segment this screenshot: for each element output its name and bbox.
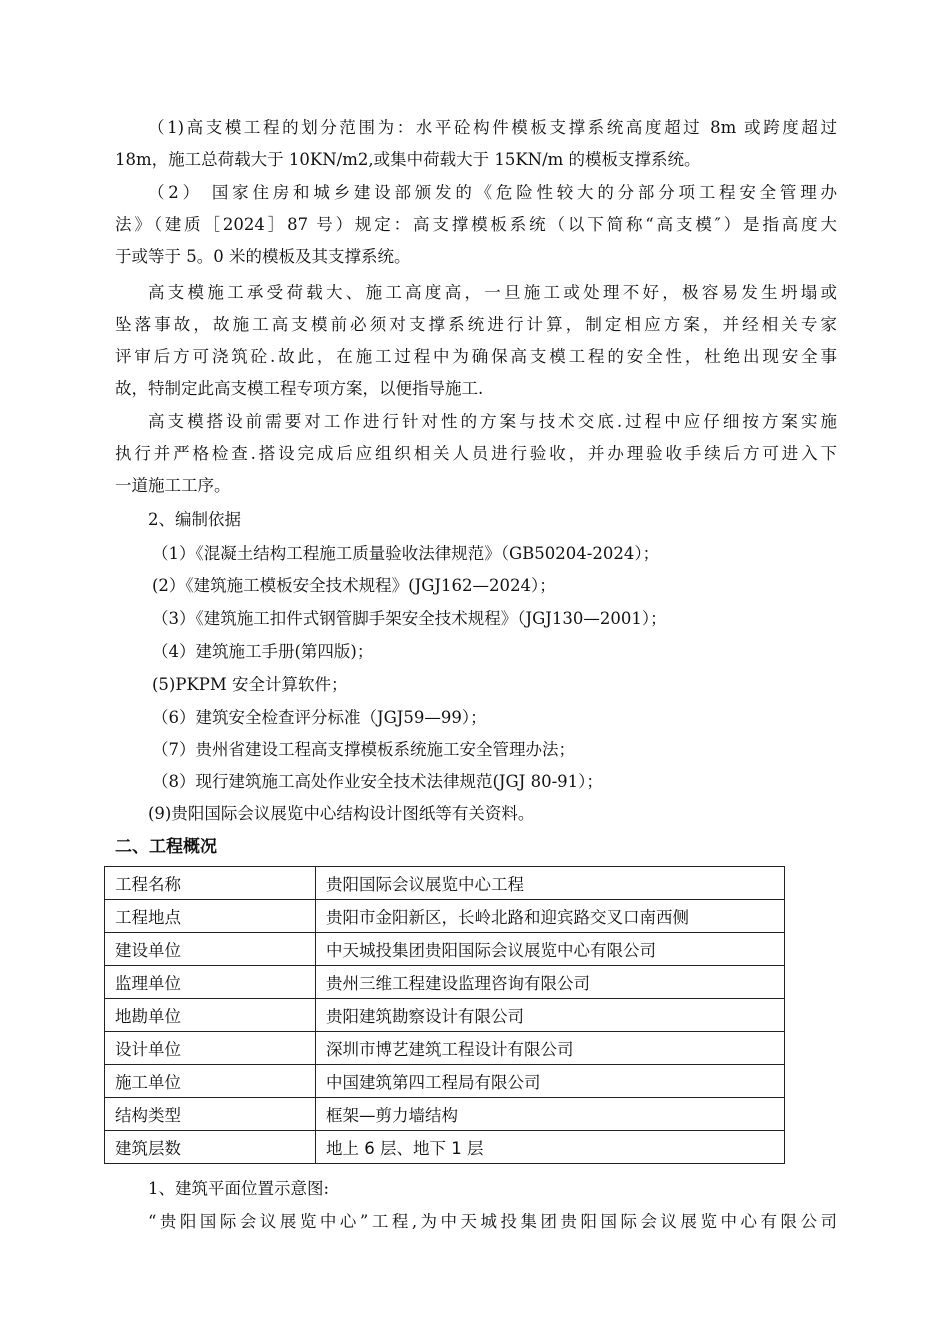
table-row	[105, 867, 785, 900]
paragraph-3-line-3: 评审后方可浇筑砼.故此，在施工过程中为确保高支模工程的安全性，杜绝出现安全事	[115, 347, 837, 366]
basis-item: (2）《建筑施工模板安全技术规程》(JGJ162—2024）；	[152, 576, 556, 595]
basis-item: （6）建筑安全检查评分标准（JGJ59—99）；	[152, 708, 487, 727]
table-value-cell: 中天城投集团贵阳国际会议展览中心有限公司	[316, 933, 785, 966]
paragraph-2-line-3: 于或等于 5。0 米的模板及其支撑系统。	[115, 247, 411, 266]
basis-item: （4）建筑施工手册(第四版)；	[152, 642, 374, 661]
paragraph-3-line-1: 高支模施工承受荷载大、施工高度高，一旦施工或处理不好，极容易发生坍塌或	[148, 283, 837, 302]
table-row	[105, 1131, 785, 1164]
table-key-cell: 建设单位	[105, 933, 316, 966]
project-overview-table	[104, 866, 785, 1164]
table-key-cell: 工程地点	[105, 900, 316, 933]
paragraph-2-line-1: （2） 国家住房和城乡建设部颁发的《危险性较大的分部分项工程安全管理办	[148, 183, 837, 202]
table-key-cell: 结构类型	[105, 1098, 316, 1131]
table-row	[105, 1032, 785, 1065]
table-row	[105, 1065, 785, 1098]
table-key-cell: 工程名称	[105, 867, 316, 900]
plan-text: “贵阳国际会议展览中心”工程,为中天城投集团贵阳国际会议展览中心有限公司	[148, 1212, 837, 1231]
paragraph-3-line-2: 坠落事故，故施工高支模前必须对支撑系统进行计算，制定相应方案，并经相关专家	[115, 315, 837, 334]
table-value-cell: 贵阳建筑勘察设计有限公司	[316, 999, 785, 1032]
table-row	[105, 933, 785, 966]
paragraph-1-line-1: （1)高支模工程的划分范围为：水平砼构件模板支撑系统高度超过 8m 或跨度超过	[148, 118, 837, 137]
basis-item: (5)PKPM 安全计算软件；	[152, 675, 348, 694]
table-key-cell: 设计单位	[105, 1032, 316, 1065]
basis-item: (9)贵阳国际会议展览中心结构设计图纸等有关资料。	[148, 804, 535, 823]
section-heading-overview: 二、工程概况	[115, 837, 217, 857]
paragraph-4-line-2: 执行并严格检查.搭设完成后应组织相关人员进行验收，并办理验收手续后方可进入下	[115, 444, 837, 463]
table-value-cell: 中国建筑第四工程局有限公司	[316, 1065, 785, 1098]
table-key-cell: 建筑层数	[105, 1131, 316, 1164]
table-value-cell: 贵阳国际会议展览中心工程	[316, 867, 785, 900]
table-value-cell: 框架—剪力墙结构	[316, 1098, 785, 1131]
table-value-cell: 地上 6 层、地下 1 层	[316, 1131, 785, 1164]
table-key-cell: 施工单位	[105, 1065, 316, 1098]
paragraph-3-line-4: 故，特制定此高支模工程专项方案，以便指导施工.	[115, 379, 484, 398]
basis-title: 2、编制依据	[148, 510, 241, 529]
table-value-cell: 贵州三维工程建设监理咨询有限公司	[316, 966, 785, 999]
paragraph-4-line-1: 高支模搭设前需要对工作进行针对性的方案与技术交底.过程中应仔细按方案实施	[148, 412, 837, 431]
table-value-cell: 深圳市博艺建筑工程设计有限公司	[316, 1032, 785, 1065]
paragraph-4-line-3: 一道施工工序。	[115, 476, 231, 495]
table-row	[105, 999, 785, 1032]
basis-item: （1）《混凝土结构工程施工质量验收法律规范》（GB50204-2024）；	[152, 544, 660, 563]
paragraph-2-line-2: 法》（建质［2024］87 号）规定：高支撑模板系统（以下简称“高支模″）是指高度大	[115, 215, 837, 234]
plan-title: 1、建筑平面位置示意图:	[148, 1179, 330, 1198]
table-row	[105, 1098, 785, 1131]
basis-item: （3）《建筑施工扣件式钢管脚手架安全技术规程》（JGJ130—2001）；	[152, 609, 667, 628]
table-key-cell: 监理单位	[105, 966, 316, 999]
table-key-cell: 地勘单位	[105, 999, 316, 1032]
basis-item: （7）贵州省建设工程高支撑模板系统施工安全管理办法；	[152, 740, 575, 759]
table-value-cell: 贵阳市金阳新区，长岭北路和迎宾路交叉口南西侧	[316, 900, 785, 933]
paragraph-1-line-2: 18m，施工总荷载大于 10KN/m2,或集中荷载大于 15KN/m 的模板支撑系统。	[115, 150, 701, 169]
table-row	[105, 966, 785, 999]
table-row	[105, 900, 785, 933]
basis-item: （8）现行建筑施工高处作业安全技术法律规范(JGJ 80-91）；	[152, 772, 603, 791]
